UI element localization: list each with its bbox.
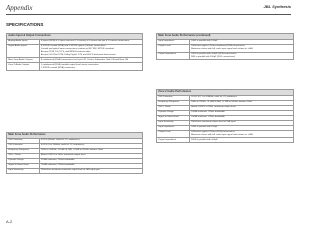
row-label: Output Level (157, 130, 190, 138)
row-value: 2V-0V, 4V, 1 to 100kHz, multi lvl, 2V, unbalance (189, 95, 293, 100)
row-label: Dynamic Range (7, 158, 40, 163)
row-value: 100mVrms typical, 6Vrms (RCA connections) Maximum stereo with full scale input signal and volume at +0dB (189, 130, 293, 138)
row-value: 100mVrms typical, 6Vrms maximum (RCA connections) Maximum stereo with full scale input signal and volume at +0dB (189, 44, 293, 52)
table-row (157, 52, 294, 60)
table-row (157, 138, 294, 143)
row-label: Frequency Response (7, 148, 40, 153)
table-title: Main Zone Audio Performance (7, 133, 143, 139)
row-value: 200mVrms maximum output level at 2dB input (189, 120, 293, 125)
row-label: THD + Noise (7, 153, 40, 158)
row-value: 1 unbalanced (RCA) variable output level stereo connection 1 S/PDIF coaxial (RCA) connection (39, 63, 142, 71)
row-label: Input Sensitivity (157, 120, 190, 125)
row-label: Dynamic Range (157, 110, 190, 115)
header-brand: JBL Synthesis (263, 4, 291, 9)
table-row (157, 130, 294, 138)
row-label: Main Zone Audio Outputs (7, 58, 40, 63)
row-label: Output Level (157, 44, 190, 52)
table-row (7, 44, 143, 57)
row-value: 0.02% (0 to 100kHz, multi lvl, 2V, unbalance) (39, 143, 142, 148)
table-row (7, 168, 143, 173)
row-value: 4 S/PDIF coaxial (RCA) and 4 S/PDIF optical (Toslink) connections Coaxial and optical input connections conform to IEC 958, S/PDIF standard Accepts PCM, DD, DTS, and MPEG bitstream data Accepts 16-24 bit PCM, Dolby Digital, DTS and HDCD bitstream data formats (39, 44, 142, 57)
section-title: SPECIFICATIONS (6, 22, 44, 27)
table-title: Zone 2 Audio Performance (157, 90, 294, 96)
row-value: 110dB minimum, 22kHz bandwidth (39, 158, 142, 163)
table-title: Audio Input & Output Connections (7, 34, 143, 40)
row-label: THD Distortion (7, 138, 40, 143)
row-label: Signal to Noise Ratio (7, 163, 40, 168)
table-title: Main Zone Audio Performance (continued) (157, 34, 294, 40)
row-value: 100dB minimum, 22kHz bandwidth (189, 110, 293, 115)
row-value: 10Hz to 100kHz, -0.1dB/+0.1dB; -0.5dB at 20kHz, balance 1kHz (39, 148, 142, 153)
audio-io-table (6, 33, 143, 71)
table-row (157, 44, 294, 52)
row-label: Input Impedance (157, 39, 190, 44)
row-value: 10Hz to 70kHz, +0.1dB/-0.5dB, -0.7dB at 20kHz, balance 1kHz (189, 100, 293, 105)
row-value: 10kΩ in parallel with 100pF (189, 39, 293, 44)
table-row (7, 63, 143, 71)
row-value: 100Ω in parallel with 100pF (RCA connections) 50Ω in parallel with 100pF (XLR connections) (189, 52, 293, 60)
page-number: A-2 (6, 219, 13, 224)
row-value: 100Ω in parallel with 100pF (189, 138, 293, 143)
row-value: 0.02% (80kHz, 1kHz/0V, 2V, unbalance) (39, 138, 142, 143)
main-zone-performance-continued-table (156, 33, 294, 60)
header-appendix: Appendix (6, 4, 33, 12)
row-label: Zone 2 Audio Outputs (7, 63, 40, 71)
row-value: 10kΩ in parallel with 100pF (189, 125, 293, 130)
row-value: Below 0.002% at 1kHz, maximum output level (39, 153, 142, 158)
row-value: 110dB minimum, 22kHz bandwidth (39, 163, 142, 168)
main-zone-performance-table (6, 132, 143, 174)
row-label: Frequency Response (157, 100, 190, 105)
row-value: 200mVrms minimum maximum output level at 2dB input gain (39, 168, 142, 173)
row-value: 8 unbalanced (RCA) connections for Front L/R, Center, Subwoofer, Side L/R and Rear L/R (39, 58, 142, 63)
row-label: Input Impedance (157, 125, 190, 130)
row-label: THD + Noise (157, 105, 190, 110)
row-label: Output Impedance (157, 138, 190, 143)
row-label: Analog Audio Inputs (7, 39, 40, 44)
row-label: THD Distortion (157, 95, 190, 100)
row-label: Input Sensitivity (7, 168, 40, 173)
header-divider (6, 14, 291, 15)
zone2-performance-table (156, 89, 294, 143)
row-value: 8 stereo (RCA) 6.1 inputs and one 8.1 channel or 6 stereo and two 8.1 channel connections (39, 39, 142, 44)
row-label: THD Distortion (7, 143, 40, 148)
row-label: Signal to Noise Ratio (157, 115, 190, 120)
row-label: Digital Audio Inputs (7, 44, 40, 57)
row-value: Below 0.004% at 1kHz, maximum output level (189, 105, 293, 110)
row-value: 100dB minimum, 22kHz bandwidth (189, 115, 293, 120)
row-label: Output Impedance (157, 52, 190, 60)
